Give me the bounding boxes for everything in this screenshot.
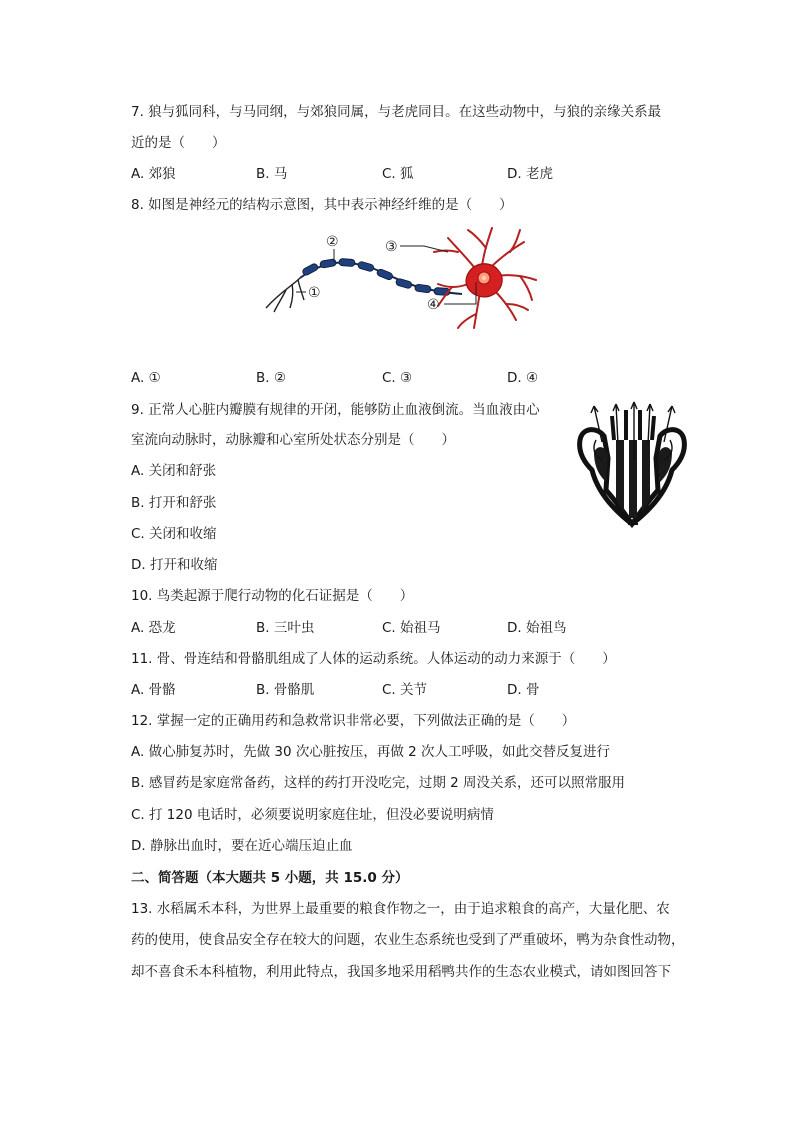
question-11-stem: 11. 骨、骨连结和骨骼肌组成了人体的运动系统。人体运动的动力来源于（ ）	[131, 651, 616, 667]
question-7-option-a[interactable]: A. 郊狼	[131, 166, 176, 182]
question-11-option-b[interactable]: B. 骨骼肌	[256, 682, 315, 698]
question-12-option-a[interactable]: A. 做心肺复苏时，先做 30 次心脏按压，再做 2 次人工呼吸，如此交替反复进行	[131, 744, 611, 760]
question-13-stem-line3: 却不喜食禾本科植物，利用此特点，我国多地采用稻鸭共作的生态农业模式，请如图回答下	[131, 964, 671, 980]
label-1: ①	[308, 285, 321, 301]
question-8-stem: 8. 如图是神经元的结构示意图，其中表示神经纤维的是（ ）	[131, 197, 513, 213]
question-7-option-b[interactable]: B. 马	[256, 166, 288, 182]
question-12-option-b[interactable]: B. 感冒药是家庭常备药，这样的药打开没吃完，过期 2 周没关系，还可以照常服用	[131, 775, 626, 791]
label-3: ③	[385, 239, 398, 255]
question-7-stem-line2: 近的是（ ）	[131, 135, 226, 151]
question-7-option-d[interactable]: D. 老虎	[507, 166, 553, 182]
question-9-option-a[interactable]: A. 关闭和舒张	[131, 463, 217, 479]
question-8-option-d[interactable]: D. ④	[507, 370, 539, 386]
question-11-option-d[interactable]: D. 骨	[507, 682, 540, 698]
neuron-diagram	[262, 222, 542, 334]
question-10-stem: 10. 鸟类起源于爬行动物的化石证据是（ ）	[131, 588, 414, 604]
question-11-option-a[interactable]: A. 骨骼	[131, 682, 176, 698]
question-8-option-c[interactable]: C. ③	[382, 370, 413, 386]
question-12-option-d[interactable]: D. 静脉出血时，要在近心端压迫止血	[131, 838, 353, 854]
question-9-option-b[interactable]: B. 打开和舒张	[131, 495, 217, 511]
question-7-option-c[interactable]: C. 狐	[382, 166, 414, 182]
label-4: ④	[427, 297, 440, 313]
question-9-option-d[interactable]: D. 打开和收缩	[131, 557, 218, 573]
nucleolus	[482, 276, 486, 280]
section-2-heading: 二、简答题（本大题共 5 小题，共 15.0 分）	[131, 870, 409, 886]
question-10-option-d[interactable]: D. 始祖鸟	[507, 620, 567, 636]
question-8-option-a[interactable]: A. ①	[131, 370, 161, 386]
question-9-stem-line1: 9. 正常人心脏内瓣膜有规律的开闭，能够防止血液倒流。当血液由心	[131, 402, 540, 418]
question-8-option-b[interactable]: B. ②	[256, 370, 286, 386]
label-2: ②	[326, 234, 339, 250]
question-10-option-c[interactable]: C. 始祖马	[382, 620, 441, 636]
axon-terminal-branches	[266, 278, 304, 312]
question-10-option-b[interactable]: B. 三叶虫	[256, 620, 315, 636]
heart-valve-diagram	[572, 400, 694, 528]
question-13-stem-line1: 13. 水稻属禾本科，为世界上最重要的粮食作物之一，由于追求粮食的高产，大量化肥、农	[131, 901, 670, 917]
question-12-stem: 12. 掌握一定的正确用药和急救常识非常必要，下列做法正确的是（ ）	[131, 713, 576, 729]
question-12-option-c[interactable]: C. 打 120 电话时，必须要说明家庭住址，但没必要说明病情	[131, 807, 494, 823]
myelin-sheath	[302, 258, 451, 295]
question-9-stem-line2: 室流向动脉时，动脉瓣和心室所处状态分别是（ ）	[131, 432, 455, 448]
great-vessels	[612, 410, 654, 440]
heart-chambers	[594, 440, 672, 518]
question-10-option-a[interactable]: A. 恐龙	[131, 620, 176, 636]
question-11-option-c[interactable]: C. 关节	[382, 682, 428, 698]
question-13-stem-line2: 药的使用，使食品安全存在较大的问题，农业生态系统也受到了严重破坏，鸭为杂食性动物，	[131, 932, 685, 948]
question-9-option-c[interactable]: C. 关闭和收缩	[131, 526, 217, 542]
question-7-stem-line1: 7. 狼与狐同科，与马同纲，与郊狼同属，与老虎同目。在这些动物中，与狼的亲缘关系最	[131, 104, 662, 120]
